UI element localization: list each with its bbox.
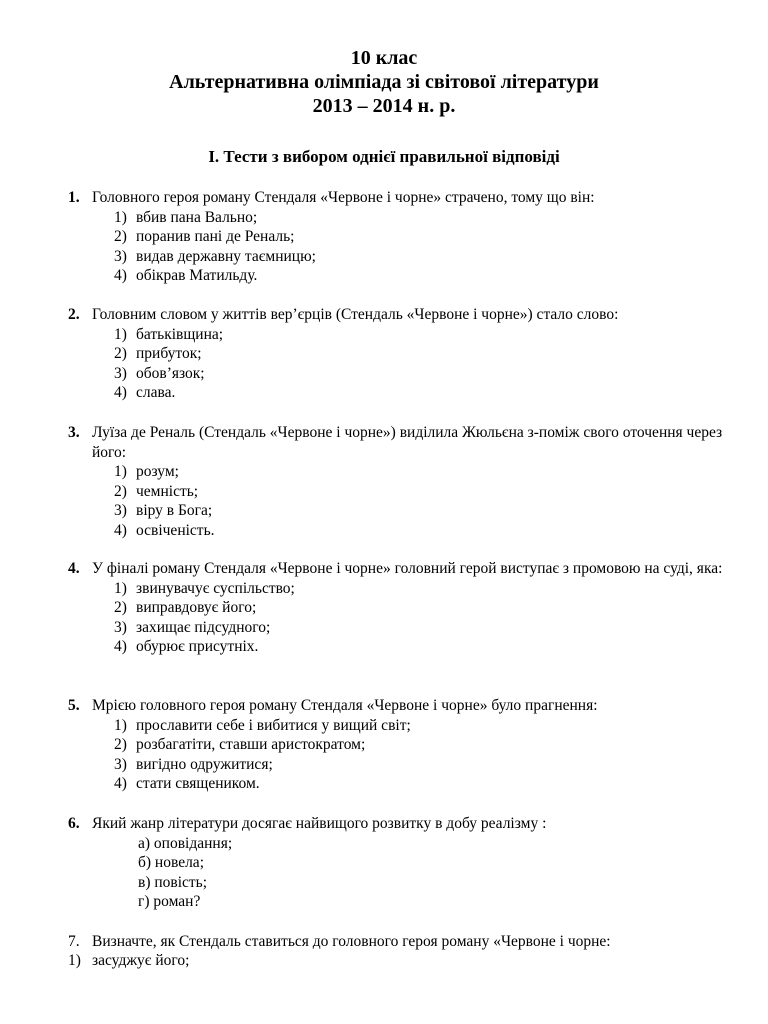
question-number: 4. — [68, 560, 80, 577]
olympiad-title: Альтернативна олімпіада зі світової літератури — [169, 71, 599, 93]
option-item: г) роман? — [138, 893, 201, 910]
option-item: 1) звинувачує суспільство; — [114, 579, 295, 597]
option-item: 4) слава. — [114, 384, 176, 401]
question-2 — [68, 305, 748, 403]
option-list — [114, 716, 748, 794]
option-item: 4) обікрав Матильду. — [114, 267, 258, 284]
option-item: 4) освіченість. — [114, 521, 215, 539]
question-text: Визначте, як Стендаль ставиться до головного героя роману «Червоне і чорне: — [92, 933, 611, 950]
question-number: 1. — [68, 189, 80, 206]
option-item: 2) поранив пані де Реналь; — [114, 228, 295, 245]
option-item: 2) чемність; — [114, 482, 199, 500]
question-5 — [68, 696, 748, 794]
question-6 — [68, 814, 748, 912]
option-item: 2) прибуток; — [114, 345, 202, 362]
option-list — [114, 579, 748, 657]
question-text: Головним словом у життів вер’єрців (Стендаль «Червоне і чорне») стало слово: — [92, 306, 619, 323]
option-item: 2) виправдовує його; — [114, 599, 257, 616]
option-list — [114, 325, 748, 403]
question-number: 7. — [68, 933, 80, 950]
option-item: 1) засуджує його; — [68, 952, 190, 969]
option-item: 2) розбагатіти, ставши аристократом; — [114, 736, 366, 753]
option-item: в) повість; — [138, 873, 208, 891]
option-item: 4) обурює присутніх. — [114, 638, 259, 655]
question-number: 3. — [68, 424, 80, 441]
question-text: Головного героя роману Стендаля «Червоне і чорне» страчено, тому що він: — [92, 189, 595, 206]
year-title: 2013 – 2014 н. р. — [312, 95, 456, 117]
question-text: Мрією головного героя роману Стендаля «Червоне і чорне» було прагнення: — [92, 697, 598, 714]
question-number: 6. — [68, 815, 80, 832]
question-text: Який жанр літератури досягає найвищого розвитку в добу реалізму : — [92, 815, 547, 832]
option-item: б) новела; — [138, 854, 204, 871]
question-4 — [68, 559, 748, 657]
option-item: 3) вигідно одружитися; — [114, 755, 273, 773]
option-item: 1) вбив пана Вально; — [114, 208, 258, 226]
option-item: 3) видав державну таємницю; — [114, 247, 316, 265]
option-item: 4) стати священиком. — [114, 775, 260, 792]
question-text: Луїза де Реналь (Стендаль «Червоне і чорне») виділила Жюльєна з-поміж свого оточення через його: — [92, 424, 723, 461]
question-text: У фіналі роману Стендаля «Червоне і чорне» головний герой виступає з промовою на суді, яка: — [92, 560, 723, 577]
section-title: I. Тести з вибором однієї правильної відповіді — [208, 147, 560, 166]
option-list — [138, 834, 748, 912]
option-item: 1) розум; — [114, 463, 179, 480]
option-item: 3) захищає підсудного; — [114, 618, 271, 636]
option-item: 3) віру в Бога; — [114, 502, 213, 519]
grade-title: 10 клас — [350, 47, 418, 69]
option-item: а) оповідання; — [138, 834, 233, 852]
question-7 — [68, 932, 748, 952]
option-list — [114, 462, 748, 540]
question-1 — [68, 188, 748, 286]
option-item: 1) прославити себе і вибитися у вищий світ; — [114, 716, 411, 734]
option-item: 1) батьківщина; — [114, 325, 224, 343]
option-list — [114, 208, 748, 286]
option-item: 3) обов’язок; — [114, 364, 205, 382]
question-number: 2. — [68, 306, 80, 323]
question-number: 5. — [68, 697, 80, 714]
question-3 — [68, 423, 748, 540]
